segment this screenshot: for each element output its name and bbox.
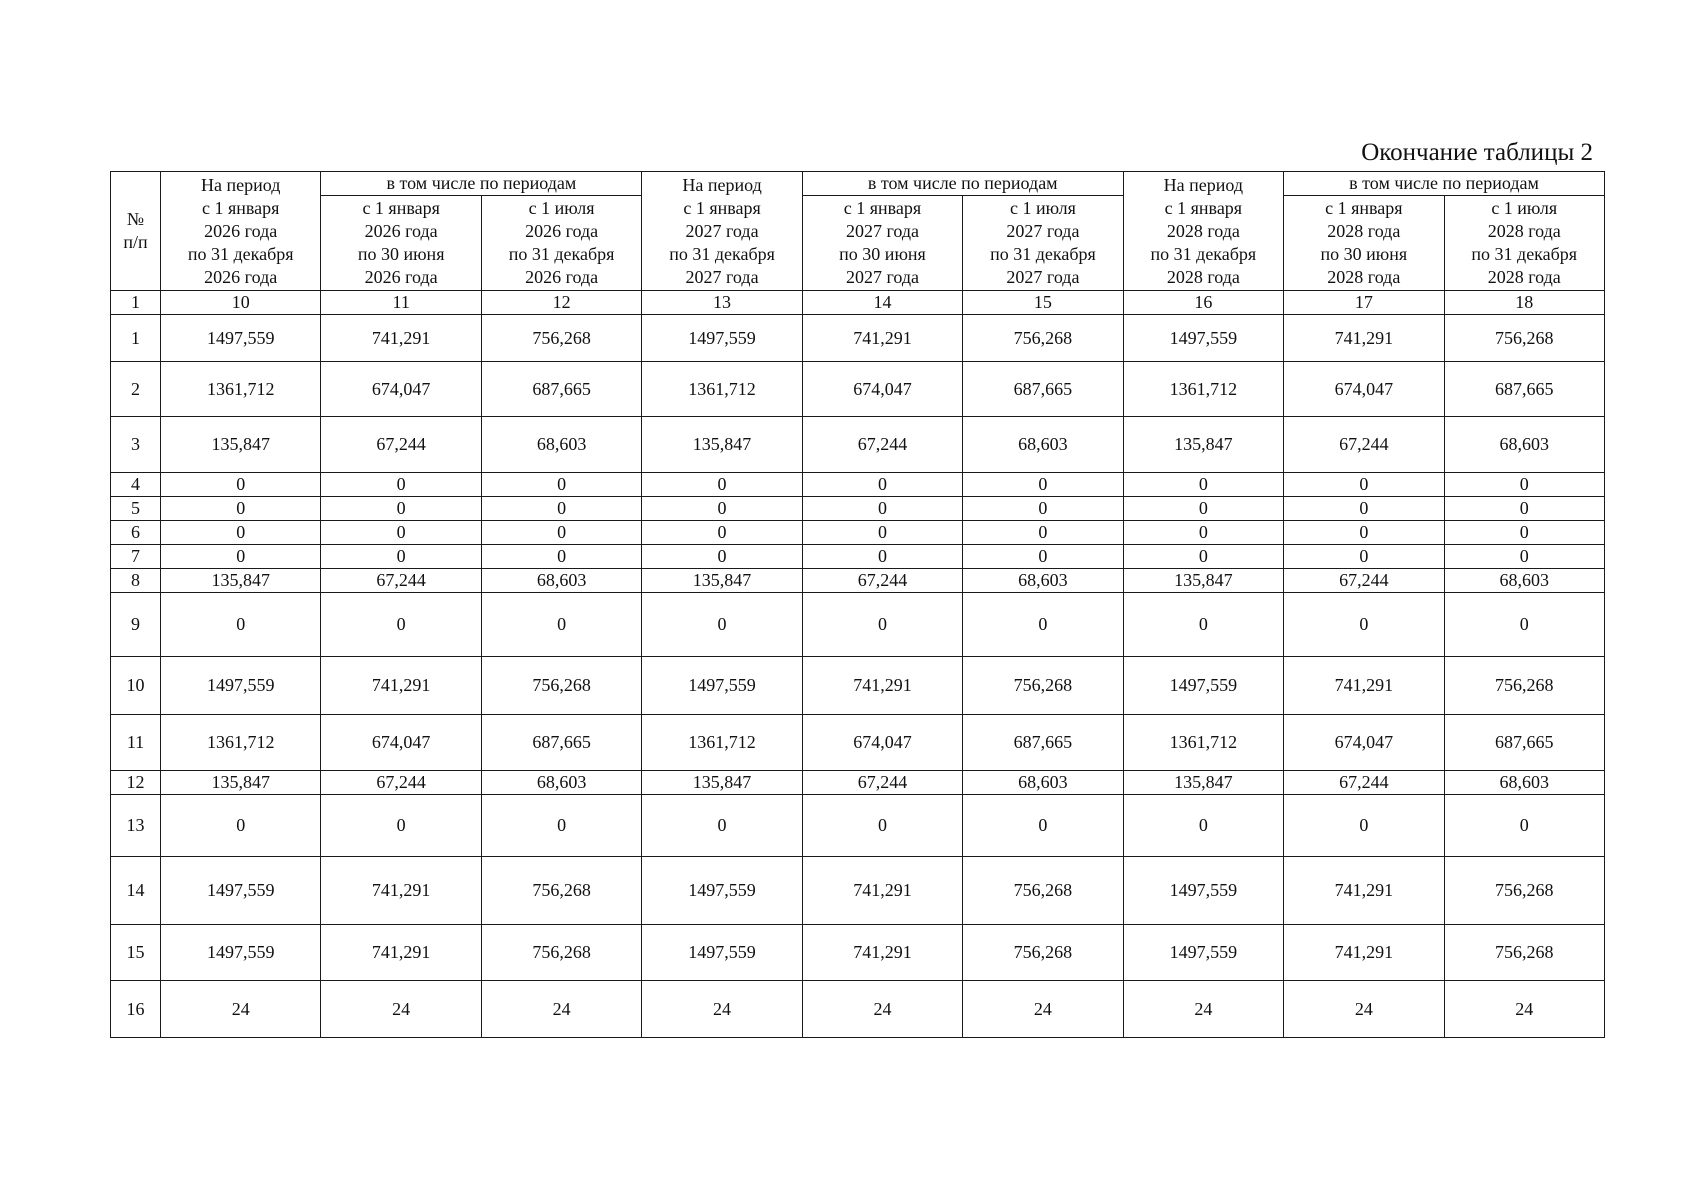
table-cell: 1497,559 — [642, 925, 802, 981]
table-cell: 135,847 — [161, 417, 321, 473]
column-number: 17 — [1284, 291, 1444, 315]
table-cell: 0 — [1444, 545, 1604, 569]
table-cell: 741,291 — [802, 857, 962, 925]
table-cell: 1497,559 — [642, 857, 802, 925]
table-cell: 687,665 — [481, 715, 641, 771]
table-cell: 0 — [963, 473, 1123, 497]
table-cell: 1361,712 — [642, 715, 802, 771]
table-cell: 0 — [481, 593, 641, 657]
column-number: 14 — [802, 291, 962, 315]
column-number: 11 — [321, 291, 481, 315]
table-cell: 0 — [1284, 795, 1444, 857]
table-cell: 0 — [161, 593, 321, 657]
header-num: № п/п — [111, 172, 161, 291]
row-number: 16 — [111, 981, 161, 1038]
table-cell: 0 — [1123, 593, 1283, 657]
header-subperiod: с 1 июля 2028 года по 31 декабря 2028 года — [1444, 196, 1604, 291]
table-cell: 756,268 — [963, 315, 1123, 362]
table-cell: 0 — [1284, 497, 1444, 521]
table-cell: 0 — [1444, 521, 1604, 545]
table-cell: 1361,712 — [1123, 362, 1283, 417]
table-cell: 0 — [481, 545, 641, 569]
table-cell: 756,268 — [1444, 857, 1604, 925]
table-cell: 756,268 — [1444, 925, 1604, 981]
table-cell: 0 — [963, 593, 1123, 657]
table-cell: 674,047 — [802, 362, 962, 417]
table-cell: 67,244 — [802, 569, 962, 593]
table-row — [111, 545, 1605, 569]
table-cell: 741,291 — [321, 857, 481, 925]
table-cell: 24 — [963, 981, 1123, 1038]
header-subperiods-title: в том числе по периодам — [1284, 172, 1605, 196]
table-cell: 1497,559 — [1123, 857, 1283, 925]
table-cell: 68,603 — [481, 569, 641, 593]
table-cell: 68,603 — [481, 417, 641, 473]
table-cell: 0 — [161, 473, 321, 497]
table-row — [111, 521, 1605, 545]
table-cell: 0 — [642, 593, 802, 657]
table-row — [111, 497, 1605, 521]
column-number: 13 — [642, 291, 802, 315]
table-cell: 0 — [802, 521, 962, 545]
table-cell: 24 — [1444, 981, 1604, 1038]
table-row — [111, 569, 1605, 593]
table-cell: 0 — [1284, 545, 1444, 569]
table-cell: 0 — [321, 545, 481, 569]
table-cell: 135,847 — [1123, 417, 1283, 473]
table-cell: 756,268 — [963, 925, 1123, 981]
table-cell: 687,665 — [963, 362, 1123, 417]
table-cell: 24 — [481, 981, 641, 1038]
table-cell: 0 — [642, 545, 802, 569]
table-cell: 756,268 — [481, 925, 641, 981]
table-cell: 741,291 — [1284, 657, 1444, 715]
table-cell: 741,291 — [1284, 857, 1444, 925]
table-cell: 24 — [321, 981, 481, 1038]
table-cell: 68,603 — [481, 771, 641, 795]
table-cell: 687,665 — [481, 362, 641, 417]
table-cell: 0 — [321, 593, 481, 657]
table-cell: 741,291 — [802, 315, 962, 362]
table-row — [111, 657, 1605, 715]
table-row — [111, 925, 1605, 981]
row-number: 13 — [111, 795, 161, 857]
row-number: 4 — [111, 473, 161, 497]
table-cell: 756,268 — [1444, 315, 1604, 362]
table-cell: 1497,559 — [1123, 315, 1283, 362]
table-cell: 0 — [481, 497, 641, 521]
table-cell: 741,291 — [1284, 925, 1444, 981]
table-cell: 674,047 — [802, 715, 962, 771]
table-cell: 1361,712 — [161, 715, 321, 771]
header-subperiod: с 1 января 2027 года по 30 июня 2027 года — [802, 196, 962, 291]
table-cell: 0 — [161, 795, 321, 857]
table-cell: 1497,559 — [1123, 657, 1283, 715]
row-number: 9 — [111, 593, 161, 657]
column-number-row — [111, 291, 1605, 315]
header-subperiod: с 1 июля 2026 года по 31 декабря 2026 года — [481, 196, 641, 291]
table-row — [111, 362, 1605, 417]
header-subperiod: с 1 июля 2027 года по 31 декабря 2027 года — [963, 196, 1123, 291]
table-cell: 1497,559 — [642, 315, 802, 362]
table-cell: 0 — [642, 521, 802, 545]
table-row — [111, 981, 1605, 1038]
row-number: 11 — [111, 715, 161, 771]
table-cell: 674,047 — [1284, 715, 1444, 771]
table-cell: 674,047 — [321, 362, 481, 417]
table-cell: 0 — [321, 497, 481, 521]
column-number: 16 — [1123, 291, 1283, 315]
row-number: 1 — [111, 315, 161, 362]
table-cell: 1497,559 — [161, 857, 321, 925]
table-cell: 687,665 — [1444, 715, 1604, 771]
row-number: 3 — [111, 417, 161, 473]
table-cell: 0 — [642, 795, 802, 857]
table-cell: 0 — [1123, 473, 1283, 497]
table-cell: 687,665 — [1444, 362, 1604, 417]
table-cell: 135,847 — [642, 771, 802, 795]
table-cell: 135,847 — [161, 771, 321, 795]
header-row-sub — [111, 196, 1605, 291]
table-cell: 0 — [642, 497, 802, 521]
table-cell: 687,665 — [963, 715, 1123, 771]
table-cell: 135,847 — [1123, 771, 1283, 795]
table-cell: 0 — [161, 521, 321, 545]
table-cell: 0 — [1123, 521, 1283, 545]
table-cell: 0 — [963, 521, 1123, 545]
table-cell: 0 — [802, 545, 962, 569]
table-cell: 741,291 — [1284, 315, 1444, 362]
table-cell: 1497,559 — [161, 657, 321, 715]
table-cell: 67,244 — [321, 771, 481, 795]
table-body — [111, 315, 1605, 1038]
table-cell: 24 — [802, 981, 962, 1038]
table-cell: 0 — [481, 473, 641, 497]
table-cell: 741,291 — [321, 315, 481, 362]
table-cell: 24 — [642, 981, 802, 1038]
table-cell: 68,603 — [1444, 417, 1604, 473]
row-number: 5 — [111, 497, 161, 521]
row-number: 6 — [111, 521, 161, 545]
table-row — [111, 315, 1605, 362]
header-subperiods-title: в том числе по периодам — [802, 172, 1123, 196]
table-cell: 0 — [1284, 593, 1444, 657]
table-cell: 741,291 — [802, 657, 962, 715]
table-row — [111, 417, 1605, 473]
table-cell: 0 — [802, 593, 962, 657]
header-period-main: На период с 1 января 2028 года по 31 декабря 2028 года — [1123, 172, 1283, 291]
table-cell: 756,268 — [963, 657, 1123, 715]
header-subperiods-title: в том числе по периодам — [321, 172, 642, 196]
table-cell: 1361,712 — [161, 362, 321, 417]
table-cell: 67,244 — [802, 771, 962, 795]
table-cell: 756,268 — [481, 657, 641, 715]
data-table — [110, 171, 1605, 1038]
table-cell: 756,268 — [481, 315, 641, 362]
table-cell: 0 — [321, 521, 481, 545]
table-cell: 0 — [1444, 593, 1604, 657]
table-cell: 67,244 — [802, 417, 962, 473]
table-cell: 1497,559 — [161, 315, 321, 362]
table-cell: 24 — [1123, 981, 1283, 1038]
table-cell: 0 — [481, 521, 641, 545]
table-cell: 1497,559 — [1123, 925, 1283, 981]
table-cell: 68,603 — [1444, 569, 1604, 593]
table-cell: 0 — [1123, 545, 1283, 569]
table-cell: 0 — [963, 545, 1123, 569]
row-number: 2 — [111, 362, 161, 417]
table-cell: 1497,559 — [161, 925, 321, 981]
column-number: 15 — [963, 291, 1123, 315]
table-caption: Окончание таблицы 2 — [1361, 139, 1593, 166]
table-cell: 68,603 — [1444, 771, 1604, 795]
row-number: 8 — [111, 569, 161, 593]
table-row — [111, 715, 1605, 771]
table-cell: 0 — [161, 545, 321, 569]
table-cell: 741,291 — [321, 657, 481, 715]
table-cell: 741,291 — [802, 925, 962, 981]
row-number: 12 — [111, 771, 161, 795]
table-row — [111, 593, 1605, 657]
table-cell: 68,603 — [963, 569, 1123, 593]
table-row — [111, 771, 1605, 795]
table-cell: 0 — [481, 795, 641, 857]
table-cell: 0 — [321, 795, 481, 857]
table-cell: 67,244 — [1284, 569, 1444, 593]
table-cell: 0 — [963, 497, 1123, 521]
table-cell: 741,291 — [321, 925, 481, 981]
row-number: 15 — [111, 925, 161, 981]
table-cell: 1361,712 — [642, 362, 802, 417]
table-cell: 0 — [1123, 497, 1283, 521]
column-number: 1 — [111, 291, 161, 315]
table-cell: 24 — [161, 981, 321, 1038]
header-subperiod: с 1 января 2028 года по 30 июня 2028 года — [1284, 196, 1444, 291]
table-cell: 0 — [802, 795, 962, 857]
table-cell: 0 — [963, 795, 1123, 857]
table-cell: 67,244 — [1284, 771, 1444, 795]
table-cell: 0 — [1284, 473, 1444, 497]
table-cell: 135,847 — [642, 417, 802, 473]
table-cell: 135,847 — [642, 569, 802, 593]
table-cell: 0 — [321, 473, 481, 497]
table-cell: 0 — [802, 473, 962, 497]
row-number: 14 — [111, 857, 161, 925]
column-number: 12 — [481, 291, 641, 315]
table-cell: 0 — [802, 497, 962, 521]
table-cell: 24 — [1284, 981, 1444, 1038]
table-cell: 135,847 — [161, 569, 321, 593]
header-period-main: На период с 1 января 2027 года по 31 декабря 2027 года — [642, 172, 802, 291]
table-cell: 68,603 — [963, 771, 1123, 795]
table-cell: 0 — [1123, 795, 1283, 857]
column-number: 10 — [161, 291, 321, 315]
table-cell: 67,244 — [1284, 417, 1444, 473]
table-cell: 0 — [1444, 795, 1604, 857]
header-subperiod: с 1 января 2026 года по 30 июня 2026 года — [321, 196, 481, 291]
table-cell: 1361,712 — [1123, 715, 1283, 771]
table-cell: 0 — [1284, 521, 1444, 545]
column-number: 18 — [1444, 291, 1604, 315]
table-row — [111, 857, 1605, 925]
table-cell: 756,268 — [481, 857, 641, 925]
table-row — [111, 795, 1605, 857]
table-cell: 0 — [1444, 497, 1604, 521]
table-cell: 674,047 — [321, 715, 481, 771]
table-cell: 135,847 — [1123, 569, 1283, 593]
table-cell: 674,047 — [1284, 362, 1444, 417]
table-cell: 0 — [642, 473, 802, 497]
table-cell: 0 — [161, 497, 321, 521]
table-cell: 756,268 — [963, 857, 1123, 925]
header-row-top — [111, 172, 1605, 196]
row-number: 10 — [111, 657, 161, 715]
row-number: 7 — [111, 545, 161, 569]
table-cell: 67,244 — [321, 417, 481, 473]
table-cell: 756,268 — [1444, 657, 1604, 715]
table-cell: 67,244 — [321, 569, 481, 593]
header-period-main: На период с 1 января 2026 года по 31 декабря 2026 года — [161, 172, 321, 291]
table-cell: 1497,559 — [642, 657, 802, 715]
table-row — [111, 473, 1605, 497]
table-cell: 0 — [1444, 473, 1604, 497]
table-cell: 68,603 — [963, 417, 1123, 473]
